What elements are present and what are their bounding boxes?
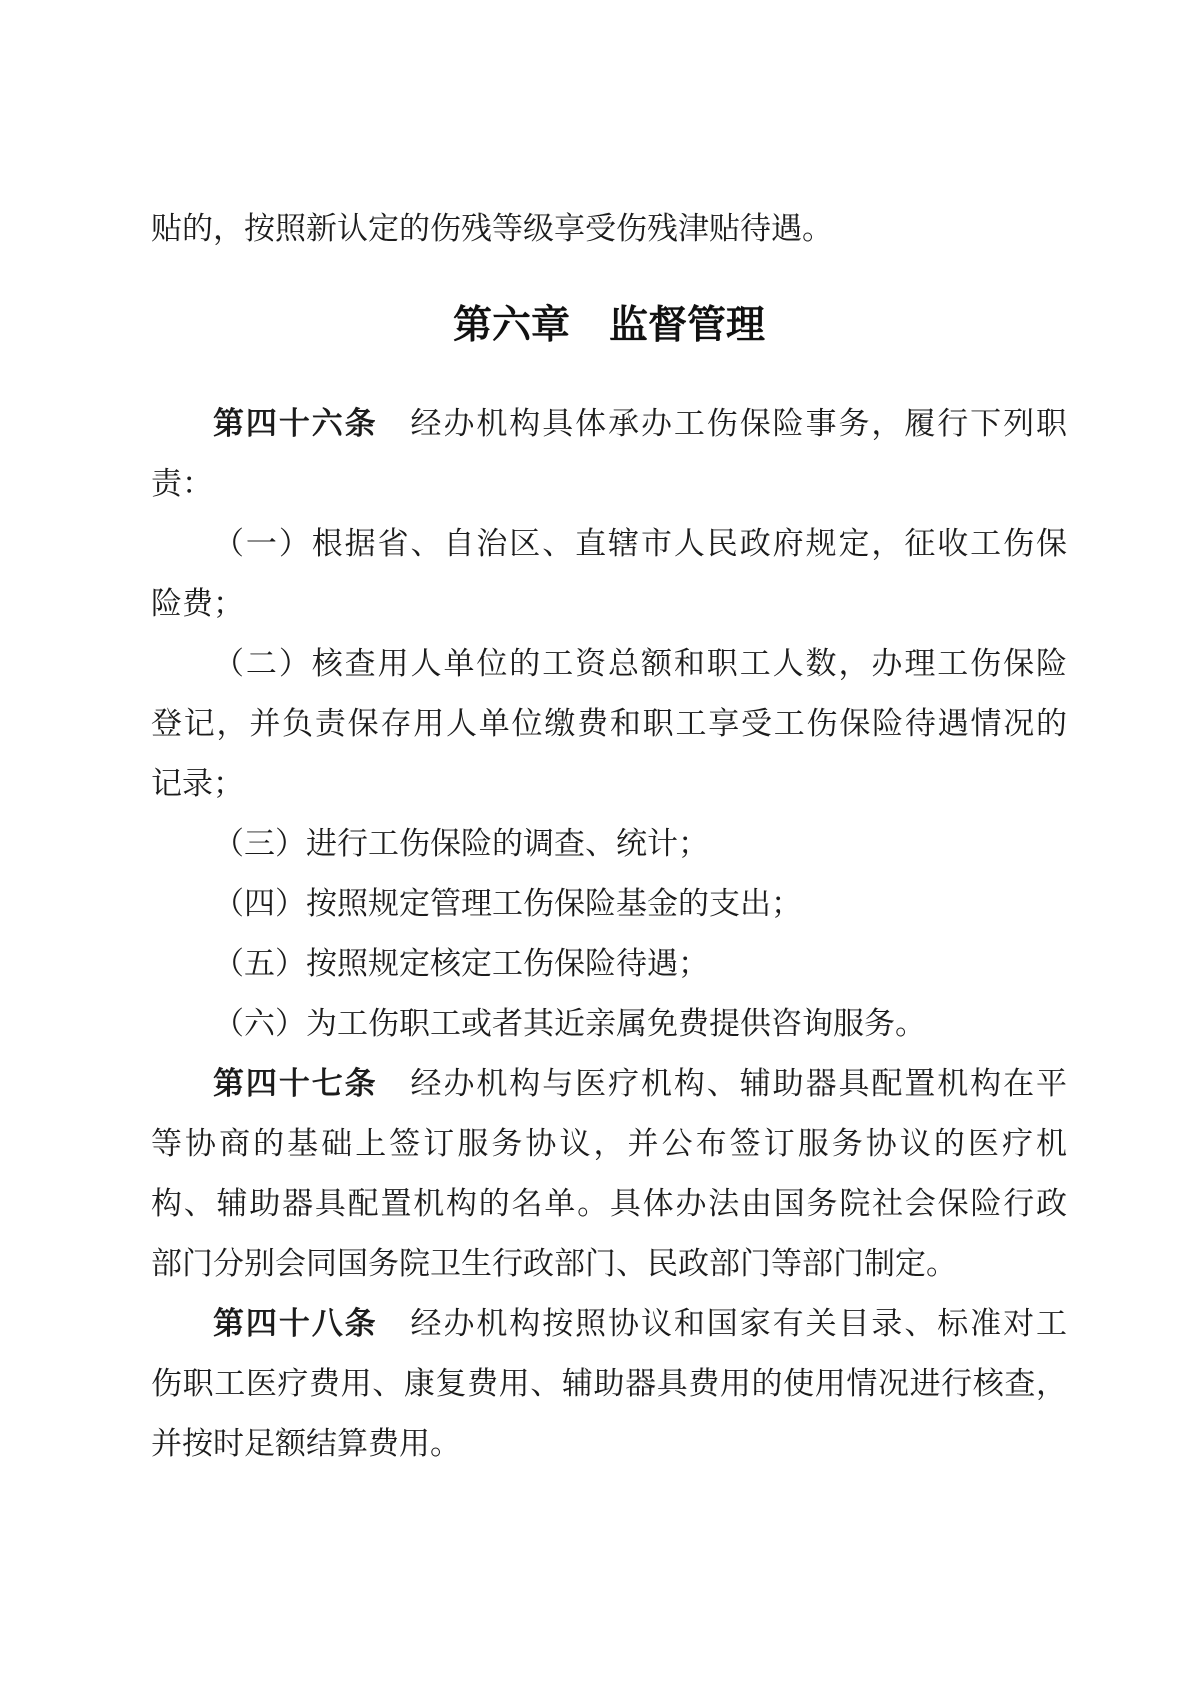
line-text: （一）根据省、自治区、直辖市人民政府规定，征收工伤保 (213, 526, 1067, 561)
line-text: 险费； (151, 586, 244, 621)
text-line (151, 934, 1067, 994)
line-text: 部门分别会同国务院卫生行政部门、民政部门等部门制定。 (151, 1246, 957, 1281)
article-number-label: 第四十六条 (213, 406, 378, 441)
text-line (151, 454, 1067, 514)
text-line (151, 634, 1067, 694)
text-line (151, 1174, 1067, 1234)
article-line (151, 1054, 1067, 1114)
text-line (151, 1234, 1067, 1294)
text-line (151, 814, 1067, 874)
line-text: （四）按照规定管理工伤保险基金的支出； (213, 886, 802, 921)
line-text: 构、辅助器具配置机构的名单。具体办法由国务院社会保险行政 (151, 1186, 1067, 1221)
line-text: （五）按照规定核定工伤保险待遇； (213, 946, 709, 981)
article-line (151, 394, 1067, 454)
line-text: （三）进行工伤保险的调查、统计； (213, 826, 709, 861)
text-line (151, 1114, 1067, 1174)
line-text: （六）为工伤职工或者其近亲属免费提供咨询服务。 (213, 1006, 926, 1041)
line-text: 经办机构与医疗机构、辅助器具配置机构在平 (377, 1066, 1068, 1101)
line-text: 责： (151, 466, 213, 501)
article-number-label: 第四十八条 (213, 1306, 378, 1341)
text-line (151, 1414, 1067, 1474)
continuation-line: 贴的，按照新认定的伤残等级享受伤残津贴待遇。 (151, 211, 833, 246)
article-line (151, 1294, 1067, 1354)
article-number-label: 第四十七条 (213, 1066, 378, 1101)
chapter-heading: 第六章 监督管理 (452, 304, 765, 347)
text-line (151, 994, 1067, 1054)
line-text: 等协商的基础上签订服务协议，并公布签订服务协议的医疗机 (151, 1126, 1067, 1161)
article-text (151, 394, 1067, 1474)
text-line (151, 754, 1067, 814)
text-line (151, 874, 1067, 934)
text-line (151, 694, 1067, 754)
text-line (151, 514, 1067, 574)
line-text: （二）核查用人单位的工资总额和职工人数，办理工伤保险 (213, 646, 1067, 681)
line-text: 记录； (151, 766, 244, 801)
line-text: 经办机构具体承办工伤保险事务，履行下列职 (377, 406, 1068, 441)
line-text: 登记，并负责保存用人单位缴费和职工享受工伤保险待遇情况的 (151, 706, 1067, 741)
text-line (151, 574, 1067, 634)
page-content (151, 199, 1067, 1474)
text-line (151, 1354, 1067, 1414)
line-text: 伤职工医疗费用、康复费用、辅助器具费用的使用情况进行核查， (151, 1366, 1067, 1401)
line-text: 并按时足额结算费用。 (151, 1426, 461, 1461)
line-text: 经办机构按照协议和国家有关目录、标准对工 (377, 1306, 1068, 1341)
